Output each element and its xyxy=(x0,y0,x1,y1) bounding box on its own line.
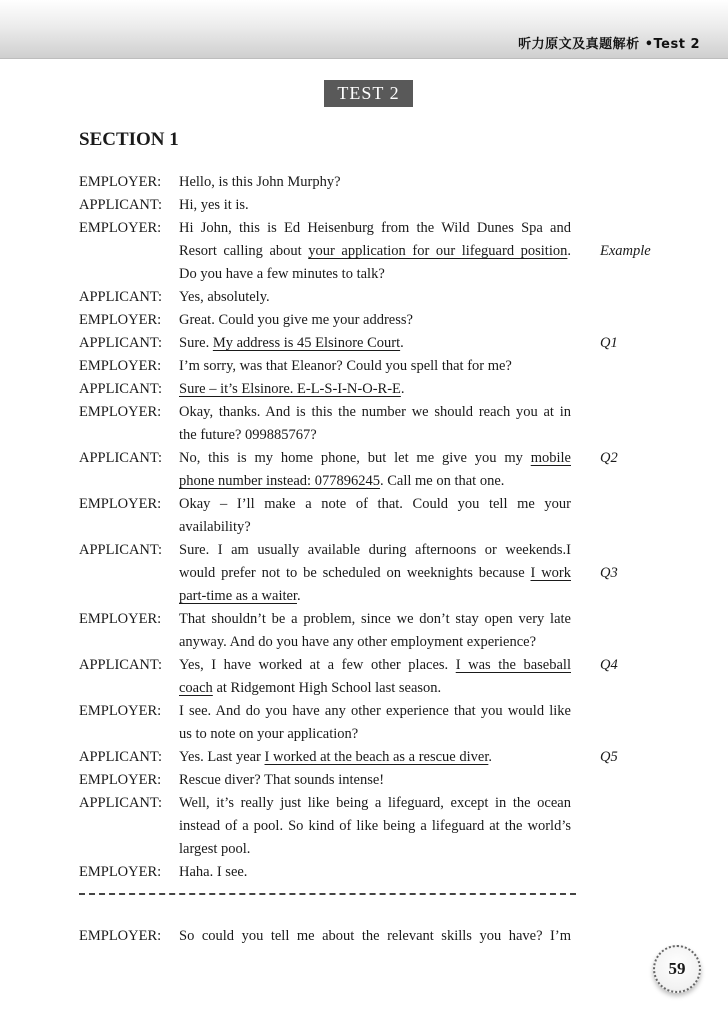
dialogue-line xyxy=(0,493,728,516)
dialogue-line xyxy=(0,861,728,884)
speaker-label: EMPLOYER: xyxy=(79,496,162,512)
speaker-label: APPLICANT: xyxy=(79,289,163,305)
dialogue-line xyxy=(0,332,728,355)
text-run: . xyxy=(400,381,405,397)
speaker-label: APPLICANT: xyxy=(79,542,163,558)
dialogue-text xyxy=(179,815,571,838)
speaker-label: APPLICANT: xyxy=(79,795,163,811)
dialogue-text xyxy=(179,654,571,677)
dialogue-text xyxy=(179,769,571,792)
text-run: . xyxy=(400,335,404,351)
dialogue-line xyxy=(0,562,728,585)
dialogue-line xyxy=(0,240,728,263)
dialogue-line xyxy=(0,585,728,608)
dialogue-text xyxy=(179,286,571,309)
dialogue-line xyxy=(0,654,728,677)
speaker-label: APPLICANT: xyxy=(79,450,163,466)
test-title: TEST 2 xyxy=(324,80,413,107)
dialogue-line xyxy=(0,516,728,539)
dialogue-text xyxy=(179,562,571,585)
text-run: Sure. I am usually available during afternoons or weekends.I xyxy=(179,542,571,558)
dialogue-line xyxy=(0,401,728,424)
dialogue-line xyxy=(0,309,728,332)
dialogue-line xyxy=(0,746,728,769)
dialogue-text xyxy=(179,309,571,332)
dialogue-line xyxy=(0,171,728,194)
answer-underline: Sure – it’s Elsinore. E-L-S-I-N-O-R-E xyxy=(179,381,401,397)
text-run: Haha. I see. xyxy=(179,864,248,880)
dialogue-line xyxy=(0,815,728,838)
dialogue-text xyxy=(179,194,571,217)
speaker-label: EMPLOYER: xyxy=(79,404,162,420)
answer-underline: phone number instead: 077896245 xyxy=(179,473,380,489)
transcript-dialogue xyxy=(0,171,728,884)
speaker-label: APPLICANT: xyxy=(79,657,163,673)
text-run: Hi, yes it is. xyxy=(179,197,249,213)
speaker-label: EMPLOYER: xyxy=(79,864,162,880)
speaker-label: EMPLOYER: xyxy=(79,312,162,328)
answer-underline: My address is 45 Elsinore Court xyxy=(212,335,401,351)
dialogue-text xyxy=(179,746,571,769)
text-run: the future? 099885767? xyxy=(179,427,317,443)
question-marker: Q1 xyxy=(600,335,618,351)
dialogue-text xyxy=(179,677,571,700)
text-run: . xyxy=(488,749,492,765)
dialogue-text xyxy=(179,700,571,723)
text-run: Do you have a few minutes to talk? xyxy=(179,266,385,282)
text-run: at Ridgemont High School last season. xyxy=(212,680,442,696)
answer-underline: your application for our lifeguard position xyxy=(308,243,568,259)
text-run: largest pool. xyxy=(179,841,251,857)
dialogue-line xyxy=(0,539,728,562)
question-marker: Q4 xyxy=(600,657,618,673)
dialogue-text xyxy=(179,171,571,194)
question-marker: Q3 xyxy=(600,565,618,581)
dashed-divider xyxy=(79,893,576,895)
dialogue-text xyxy=(179,631,571,654)
answer-underline: mobile xyxy=(530,450,571,466)
text-run: Yes, I have worked at a few other places. xyxy=(179,657,456,673)
text-run: would prefer not to be scheduled on weeknights because xyxy=(179,565,531,581)
dialogue-text xyxy=(179,585,571,608)
dialogue-text xyxy=(179,861,571,884)
dialogue-text xyxy=(179,447,571,470)
dialogue-line xyxy=(0,286,728,309)
dialogue-text xyxy=(179,217,571,240)
dialogue-line xyxy=(0,263,728,286)
dialogue-line xyxy=(0,424,728,447)
answer-underline: coach xyxy=(179,680,213,696)
dialogue-line xyxy=(0,700,728,723)
text-run: us to note on your application? xyxy=(179,726,359,742)
dialogue-text: So could you tell me about the relevant skills you have? I’m xyxy=(179,928,571,944)
text-run: Rescue diver? That sounds intense! xyxy=(179,772,385,788)
text-run: . xyxy=(296,588,301,604)
page-number: 59 xyxy=(653,945,701,993)
speaker-label: EMPLOYER: xyxy=(79,174,162,190)
answer-underline: I was the baseball xyxy=(455,657,571,673)
dialogue-line xyxy=(0,723,728,746)
speaker-label: APPLICANT: xyxy=(79,335,163,351)
dialogue-text xyxy=(179,378,571,401)
text-run: That shouldn’t be a problem, since we don’t stay open very late xyxy=(179,611,571,627)
text-run: Well, it’s really just like being a lifeguard, except in the ocean xyxy=(179,795,571,811)
dialogue-line xyxy=(0,194,728,217)
dialogue-text xyxy=(179,332,571,355)
text-run: . xyxy=(567,243,571,259)
dialogue-line xyxy=(0,608,728,631)
speaker-label: EMPLOYER: xyxy=(79,611,162,627)
dialogue-line xyxy=(0,378,728,401)
dialogue-line xyxy=(0,631,728,654)
text-run: Okay, thanks. And is this the number we should reach you at in xyxy=(179,404,571,420)
text-run: availability? xyxy=(179,519,251,535)
speaker-label: APPLICANT: xyxy=(79,381,163,397)
question-marker: Q2 xyxy=(600,450,618,466)
dialogue-line xyxy=(0,355,728,378)
text-run: instead of a pool. So kind of like being a lifeguard at the world’s xyxy=(179,818,571,834)
dialogue-text xyxy=(179,240,571,263)
text-run: anyway. And do you have any other employment experience? xyxy=(179,634,537,650)
dialogue-text xyxy=(179,792,571,815)
dialogue-line xyxy=(0,470,728,493)
running-title: 听力原文及真题解析 •Test 2 xyxy=(518,37,700,52)
text-run: Hi John, this is Ed Heisenburg from the Wild Dunes Spa and xyxy=(179,220,571,236)
answer-underline: I work xyxy=(530,565,571,581)
text-run: No, this is my home phone, but let me give you my xyxy=(179,450,531,466)
dialogue-text xyxy=(179,401,571,424)
text-run: . Call me on that one. xyxy=(379,473,505,489)
answer-underline: I worked at the beach as a rescue diver xyxy=(264,749,489,765)
dialogue-text xyxy=(179,723,571,746)
transcript-continuation xyxy=(0,925,728,948)
text-run: I’m sorry, was that Eleanor? Could you spell that for me? xyxy=(179,358,512,374)
text-run: Hello, is this John Murphy? xyxy=(179,174,341,190)
text-run: Okay – I’ll make a note of that. Could you tell me your xyxy=(179,496,571,512)
dialogue-line xyxy=(0,769,728,792)
header-band xyxy=(0,0,728,59)
answer-underline: part-time as a waiter xyxy=(179,588,297,604)
text-run: Yes. Last year xyxy=(179,749,265,765)
text-run: Yes, absolutely. xyxy=(179,289,270,305)
question-marker: Q5 xyxy=(600,749,618,765)
question-marker: Example xyxy=(600,243,651,259)
dialogue-line xyxy=(0,838,728,861)
dialogue-text xyxy=(179,263,571,286)
dialogue-text xyxy=(179,470,571,493)
speaker-label: APPLICANT: xyxy=(79,749,163,765)
dialogue-text xyxy=(179,424,571,447)
dialogue-line xyxy=(0,447,728,470)
text-run: I see. And do you have any other experience that you would like xyxy=(179,703,571,719)
text-run: Great. Could you give me your address? xyxy=(179,312,413,328)
dialogue-text xyxy=(179,608,571,631)
dialogue-text xyxy=(179,838,571,861)
dialogue-line xyxy=(0,217,728,240)
speaker-label: EMPLOYER: xyxy=(79,358,162,374)
dialogue-text xyxy=(179,355,571,378)
dialogue-line xyxy=(0,677,728,700)
text-run: Resort calling about xyxy=(179,243,309,259)
speaker-label: APPLICANT: xyxy=(79,197,163,213)
dialogue-text xyxy=(179,539,571,562)
speaker-label: EMPLOYER: xyxy=(79,772,162,788)
speaker-label: EMPLOYER: xyxy=(79,220,162,236)
dialogue-line xyxy=(0,792,728,815)
speaker-label: EMPLOYER: xyxy=(79,928,162,944)
text-run: Sure. xyxy=(179,335,213,351)
speaker-label: EMPLOYER: xyxy=(79,703,162,719)
dialogue-text xyxy=(179,493,571,516)
dialogue-text xyxy=(179,516,571,539)
section-heading: SECTION 1 xyxy=(79,129,179,150)
